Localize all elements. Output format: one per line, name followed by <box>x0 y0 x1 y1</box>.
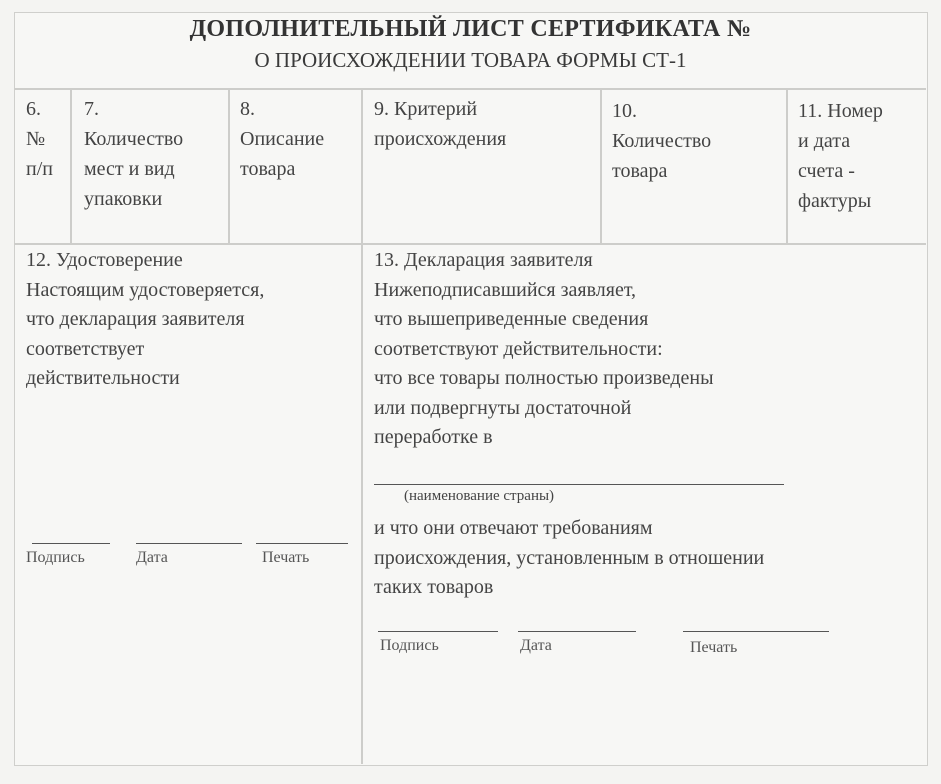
declaration-signature-label: Подпись <box>380 637 439 654</box>
certification-signature-label: Подпись <box>26 549 85 566</box>
form-title: ДОПОЛНИТЕЛЬНЫЙ ЛИСТ СЕРТИФИКАТА № <box>189 16 752 42</box>
column-header-number: 6. № п/п <box>26 98 53 180</box>
table-header-bottom-border <box>14 243 926 245</box>
column-header-origin-criterion: 9. Критерий происхождения <box>374 98 507 150</box>
certification-date-label: Дата <box>136 549 168 566</box>
declaration-signature-line <box>378 631 498 632</box>
column-divider-5 <box>786 89 788 244</box>
certification-date-line <box>136 543 242 544</box>
declaration-text-top: 13. Декларация заявителя Нижеподписавшийся заявляет, что вышеприведенные сведения соответствуют действительности: что все товары полностью произведены или подвергнуты достаточной переработке в <box>374 249 714 448</box>
column-divider-2 <box>228 89 230 244</box>
column-divider-3 <box>361 89 363 764</box>
column-header-description: 8. Описание товара <box>240 98 325 180</box>
form-subtitle: О ПРОИСХОЖДЕНИИ ТОВАРА ФОРМЫ СТ-1 <box>254 48 687 72</box>
certification-signature-line <box>32 543 110 544</box>
table-top-border <box>14 88 926 90</box>
declaration-stamp-line <box>683 631 829 632</box>
declaration-stamp-label: Печать <box>690 639 738 656</box>
certification-stamp-line <box>256 543 348 544</box>
declaration-date-label: Дата <box>520 637 552 654</box>
certification-stamp-label: Печать <box>262 549 310 566</box>
column-divider-4 <box>600 89 602 244</box>
certification-text: 12. Удостоверение Настоящим удостоверяется, что декларация заявителя соответствует действительности <box>26 249 265 389</box>
country-name-note: (наименование страны) <box>404 488 555 504</box>
country-name-line <box>374 484 784 485</box>
column-header-quantity: 10. Количество товара <box>612 100 712 182</box>
declaration-date-line <box>518 631 636 632</box>
declaration-text-bottom: и что они отвечают требованиям происхождения, установленным в отношении таких товаров <box>374 517 765 598</box>
column-divider-1 <box>70 89 72 244</box>
column-header-packages: 7. Количество мест и вид упаковки <box>84 98 184 210</box>
column-header-invoice: 11. Номер и дата счета - фактуры <box>798 100 883 212</box>
